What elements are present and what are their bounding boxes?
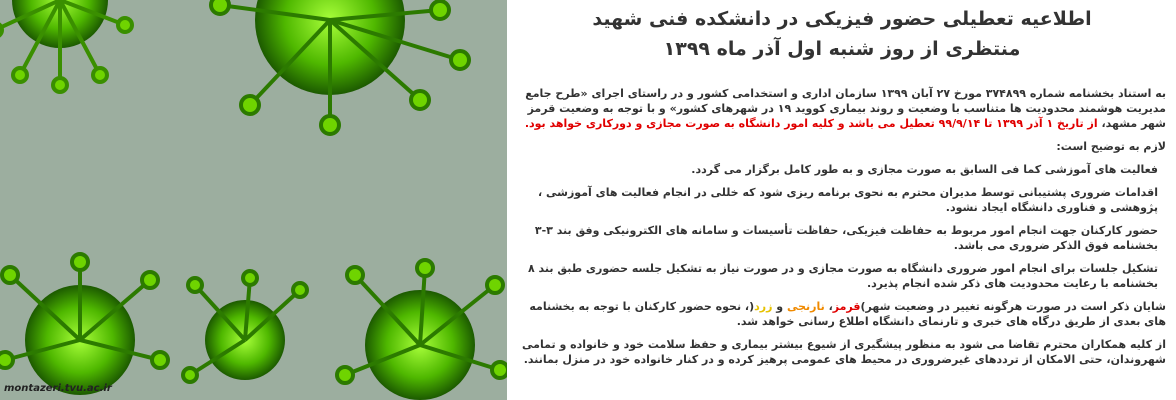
title-line-2: منتظری از روز شنبه اول آذر ماه ۱۳۹۹	[663, 38, 1021, 60]
virus-top-right	[211, 0, 469, 134]
virus-graphic	[0, 0, 507, 400]
announcement-body	[508, 64, 1176, 367]
intro-highlight: از تاریخ ۱ آذر ۱۳۹۹ تا ۹۹/۹/۱۴ تعطیل می باشد و کلیه امور دانشگاه به صورت مجازی و دورکاری خواهد بود.	[524, 117, 1098, 130]
closing-paragraph: از کلیه همکاران محترم تقاضا می شود به منظور پیشگیری از شیوع بیشتر بیماری و حفظ سلامت خود و خانواده و تمامی شهروندان، حتی الامکان از ترددهای غیرضروری در محیط های عمومی پرهیز کرده و در کنار خانواده خود در منزل بمانند.	[522, 338, 1166, 366]
list-item: حضور کارکنان جهت انجام امور مربوط به حفاظت فیزیکی، حفاظت تأسیسات و سامانه های الکترونیکی وفق بند ۳-۳ بخشنامه فوق الذکر ضروری می باشد.	[534, 224, 1158, 252]
virus-bottom-right	[337, 260, 507, 400]
note-heading: لازم به توضیح است:	[1056, 140, 1166, 153]
status-text-after: (، نحوه حضور کارکنان با توجه به بخشنامه های بعدی از طریق درگاه های خبری و تارنمای دانشگاه اطلاع رسانی خواهد شد.	[529, 300, 1166, 328]
list-item: فعالیت های آموزشی کما فی السابق به صورت مجازی و به طور کامل برگزار می گردد.	[691, 163, 1158, 176]
status-sep-2: و	[772, 300, 787, 313]
virus-top-left	[0, 0, 132, 92]
site-watermark: montazeri.tvu.ac.ir	[4, 383, 112, 394]
title-line-1: اطلاعیه تعطیلی حضور فیزیکی در دانشکده فنی شهید	[592, 8, 1092, 30]
coronavirus-illustration	[0, 0, 507, 400]
status-paragraph	[518, 299, 1166, 329]
list-item: اقدامات ضروری پشتیبانی توسط مدیران محترم به نحوی برنامه ریزی شود که خللی در انجام فعالیت های آموزشی ، پژوهشی و فناوری دانشگاه ایجاد نشود.	[538, 186, 1158, 214]
announcement	[508, 0, 1176, 400]
list-item: تشکیل جلسات برای انجام امور ضروری دانشگاه به صورت مجازی و در صورت نیاز به تشکیل جلسه حضوری طبق بند ۸ بخشنامه با رعایت محدودیت های ذکر شده انجام پذیرد.	[527, 262, 1158, 290]
status-orange: نارنجی	[786, 300, 825, 313]
virus-bottom-center	[183, 271, 307, 382]
status-yellow: زرد	[754, 300, 773, 313]
intro-text: به استناد بخشنامه شماره ۳۷۴۸۹۹ مورخ ۲۷ آبان ۱۳۹۹ سازمان اداری و استخدامی کشور و در راستای اجرای «طرح جامع مدیریت هوشمند محدودیت ها متناسب با وضعیت و روند بیماری کووید ۱۹ در شهرهای کشور» و با توجه به وضعیت قرمز شهر مشهد،	[525, 87, 1166, 130]
virus-bottom-left	[0, 254, 168, 395]
status-red: قرمز	[832, 300, 861, 313]
intro-paragraph	[518, 86, 1166, 131]
status-text-before: شایان ذکر است در صورت هرگونه تغییر در وضعیت شهر)	[860, 300, 1166, 313]
page-title	[518, 4, 1166, 64]
status-sep-1: ،	[824, 300, 833, 313]
